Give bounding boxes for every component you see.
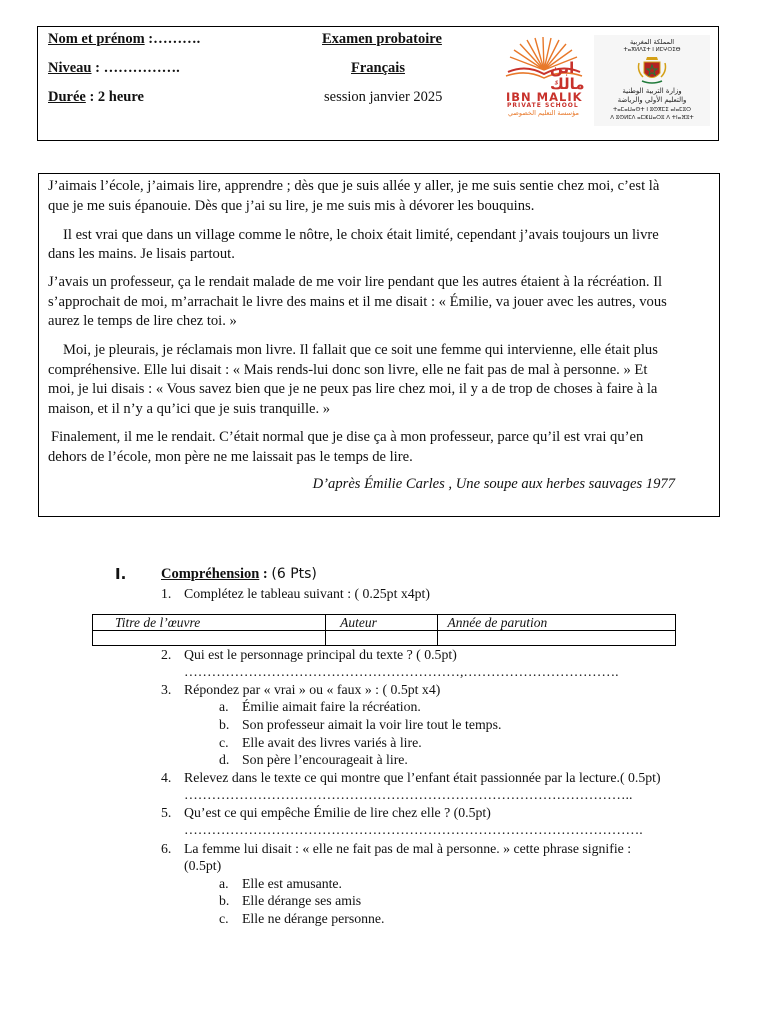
table-header-row bbox=[93, 615, 676, 631]
option-q3-c: Elle avait des livres variés à lire. bbox=[242, 735, 422, 750]
question-number: 3. bbox=[161, 682, 172, 697]
option-q6-a: Elle est amusante. bbox=[242, 876, 342, 891]
option-q3-a: Émilie aimait faire la récréation. bbox=[242, 699, 421, 714]
option-letter: b. bbox=[219, 893, 230, 908]
question-1: Complétez le tableau suivant : ( 0.25pt x4pt) bbox=[184, 586, 430, 601]
option-q3-d: Son père l’encourageait à lire. bbox=[242, 752, 408, 767]
paragraph-line: que je me suis épanouie. Dès que j’ai su lire, je me suis mis à dévorer les bouquins. bbox=[48, 197, 535, 214]
paragraph-line: aurez le temps de lire chez toi. » bbox=[48, 313, 237, 329]
paragraph-3 bbox=[48, 273, 708, 332]
duration-field bbox=[48, 89, 144, 106]
session-label: session janvier 2025 bbox=[324, 89, 443, 105]
ministry-line1: المملكة المغربية bbox=[629, 38, 675, 46]
section-heading bbox=[161, 566, 317, 583]
question-number: 4. bbox=[161, 770, 172, 785]
subject-title: Français bbox=[351, 60, 405, 76]
paragraph-line: moi, je lui disais : « Vous savez bien que je ne peux pas lire chez moi, il y a de trop de choses à faire à la bbox=[48, 381, 658, 397]
answer-line-q2[interactable]: ……………………………………………………,……………………………. bbox=[184, 664, 619, 679]
paragraph-4 bbox=[48, 341, 708, 419]
oeuvre-table bbox=[92, 614, 676, 646]
paragraph-1 bbox=[48, 177, 708, 216]
answer-line-q5[interactable]: ………………………………………………………………………………………. bbox=[184, 822, 643, 837]
paragraph-line: s’approchait de moi, m’arrachait le livre des mains et il me disait : « Émilie, va jouer avec les autres, vous bbox=[48, 293, 667, 310]
option-letter: a. bbox=[219, 699, 229, 714]
school-logo-arabic: ابن مالك bbox=[550, 59, 585, 93]
coat-of-arms-icon bbox=[636, 55, 668, 85]
exam-title: Examen probatoire bbox=[322, 31, 442, 47]
table-header-cell: Titre de l’œuvre bbox=[93, 615, 326, 631]
level-value: : ……………. bbox=[91, 60, 180, 76]
answer-line-q4[interactable]: …………………………………………………………………………………….. bbox=[184, 787, 633, 802]
answer-cell-title[interactable] bbox=[93, 631, 326, 646]
question-6: La femme lui disait : « elle ne fait pas de mal à personne. » cette phrase signifie : bbox=[184, 841, 632, 856]
table-row bbox=[93, 631, 676, 646]
question-number: 1. bbox=[161, 586, 172, 601]
text-source: D’après Émilie Carles , Une soupe aux herbes sauvages 1977 bbox=[312, 476, 675, 492]
table-header-cell: Année de parution bbox=[437, 615, 675, 631]
paragraph-line: compréhensive. Elle lui disait : « Mais rends-lui donc son livre, elle ne fait pas de mal à personne. » Et bbox=[48, 361, 648, 378]
option-letter: a. bbox=[219, 876, 229, 891]
name-value: :………. bbox=[144, 31, 201, 47]
section-points: (6 Pts) bbox=[271, 566, 317, 582]
paragraph-line: J’avais un professeur, ça le rendait malade de me voir lire pendant que les autres étaient à la récréation. Il bbox=[48, 274, 663, 290]
option-q6-c: Elle ne dérange personne. bbox=[242, 911, 385, 926]
question-number: 6. bbox=[161, 841, 172, 856]
option-letter: c. bbox=[219, 911, 229, 926]
duration-label: Durée bbox=[48, 89, 86, 105]
school-logo-sub: PRIVATE SCHOOL bbox=[507, 102, 579, 109]
paragraph-5 bbox=[48, 428, 708, 467]
answer-cell-author[interactable] bbox=[326, 631, 437, 646]
option-letter: d. bbox=[219, 752, 230, 767]
section-colon: : bbox=[259, 566, 272, 582]
name-label: Nom et prénom bbox=[48, 31, 145, 47]
question-6-points: (0.5pt) bbox=[184, 858, 222, 873]
ministry-line6: ⴷ ⵓⵙⵍⵎⴷ ⴰⵎⵣⵡⴰⵔⵓ ⴷ ⵜⵏⴰⴼⵓⵜ bbox=[610, 115, 694, 121]
school-logo-arabic-sub: مؤسسة التعليم الخصوصي bbox=[508, 109, 579, 117]
option-q3-b: Son professeur aimait la voir lire tout le temps. bbox=[242, 717, 502, 732]
paragraph-line: dans les mains. Je lisais partout. bbox=[48, 246, 235, 262]
school-logo-name: IBN MALIK bbox=[506, 90, 583, 104]
section-title: Compréhension bbox=[161, 566, 260, 582]
paragraph-line: Finalement, il me le rendait. C’était normal que je dise ça à mon professeur, parce qu’il est vrai qu’en bbox=[51, 429, 644, 445]
option-letter: b. bbox=[219, 717, 230, 732]
question-number: 2. bbox=[161, 647, 172, 662]
paragraph-line: dehors de l’école, mon père ne me laissait pas le temps de lire. bbox=[48, 448, 413, 465]
paragraph-line: J’aimais l’école, j’aimais lire, apprendre ; dès que je suis allée y aller, je me suis sentie chez moi, c’est là bbox=[48, 178, 660, 194]
paragraph-2 bbox=[48, 226, 708, 246]
question-5: Qu’est ce qui empêche Émilie de lire chez elle ? (0.5pt) bbox=[184, 805, 491, 820]
section-number: I. bbox=[115, 565, 127, 583]
question-3: Répondez par « vrai » ou « faux » : ( 0.5pt x4) bbox=[184, 682, 441, 697]
ministry-line4: والتعليم الأولي والرياضة bbox=[617, 96, 687, 104]
question-number: 5. bbox=[161, 805, 172, 820]
level-label: Niveau bbox=[48, 60, 92, 76]
paragraph-2-cont bbox=[48, 245, 708, 265]
table-header-cell: Auteur bbox=[326, 615, 437, 631]
question-4: Relevez dans le texte ce qui montre que l’enfant était passionnée par la lecture.( 0.5pt) bbox=[184, 770, 661, 785]
ministry-line3: وزارة التربية الوطنية bbox=[622, 87, 682, 95]
answer-cell-year[interactable] bbox=[437, 631, 675, 646]
paragraph-line: maison, et il n’y a qu’ici que je suis tranquille. » bbox=[48, 400, 331, 417]
paragraph-line: Il est vrai que dans un village comme le nôtre, le choix était limité, cependant j’avais toujours un livre bbox=[63, 227, 659, 243]
option-letter: c. bbox=[219, 735, 229, 750]
ministry-line2: ⵜⴰⴳⵍⴷⵉⵜ ⵏ ⵍⵎⵖⵔⵉⴱ bbox=[623, 47, 681, 53]
ministry-logo bbox=[594, 35, 710, 126]
duration-value: : 2 heure bbox=[85, 89, 144, 105]
school-logo bbox=[504, 36, 584, 122]
paragraph-line: Moi, je pleurais, je réclamais mon livre. Il fallait que ce soit une femme qui intervienne, elle était plus bbox=[63, 342, 658, 358]
option-q6-b: Elle dérange ses amis bbox=[242, 893, 362, 908]
level-field bbox=[48, 60, 180, 77]
name-field bbox=[48, 31, 200, 48]
ministry-line5: ⵜⴰⵎⴰⵡⴰⵙⵜ ⵏ ⵓⵙⴳⵎⵉ ⴰⵏⴰⵎⵓⵔ bbox=[613, 107, 691, 113]
question-2: Qui est le personnage principal du texte ? ( 0.5pt) bbox=[184, 647, 457, 662]
